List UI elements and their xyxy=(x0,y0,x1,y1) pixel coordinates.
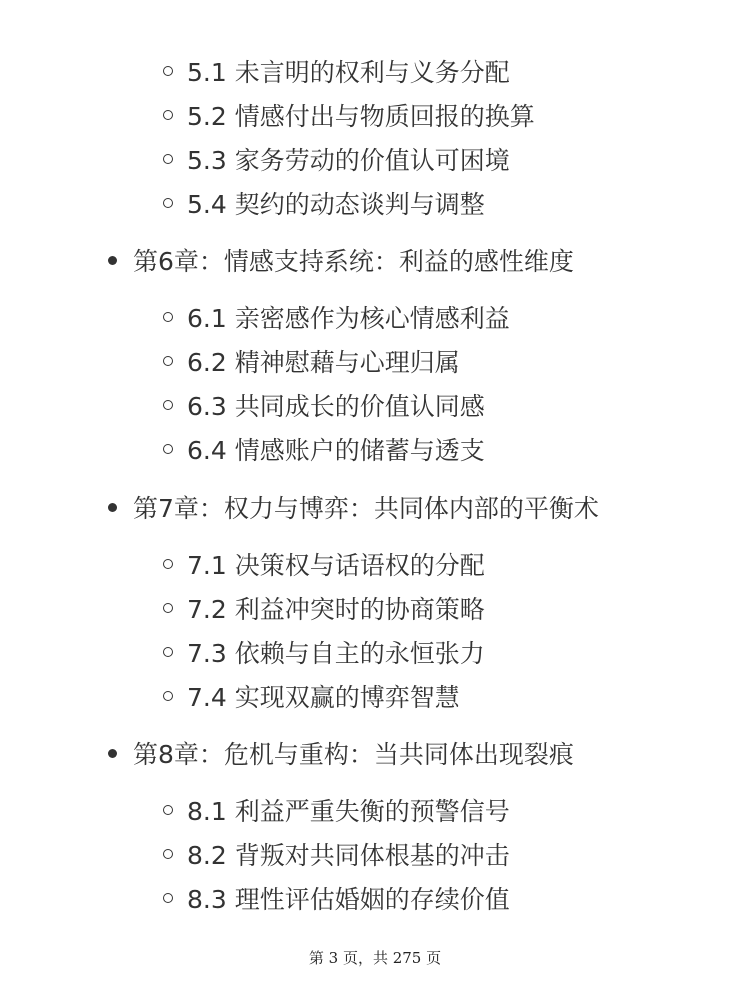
outline-subsection-5-4 xyxy=(163,183,485,223)
subsection-text: 7.3 依赖与自主的永恒张力 xyxy=(187,639,485,668)
outline-chapter-6 xyxy=(108,240,574,280)
subsection-text: 7.4 实现双赢的博弈智慧 xyxy=(187,683,460,712)
subsection-text: 6.1 亲密感作为核心情感利益 xyxy=(187,304,510,333)
hollow-bullet-icon xyxy=(163,356,173,366)
hollow-bullet-icon xyxy=(163,198,173,208)
outline-subsection-5-2 xyxy=(163,95,535,135)
filled-bullet-icon xyxy=(108,503,117,512)
outline-subsection-8-2 xyxy=(163,834,510,874)
outline-subsection-7-1 xyxy=(163,544,485,584)
subsection-text: 6.2 精神慰藉与心理归属 xyxy=(187,348,460,377)
page-number-footer: 第 3 页，共 275 页 xyxy=(308,949,442,967)
outline-subsection-8-1 xyxy=(163,790,510,830)
hollow-bullet-icon xyxy=(163,893,173,903)
subsection-text: 5.2 情感付出与物质回报的换算 xyxy=(187,102,535,131)
outline-chapter-7 xyxy=(108,487,599,527)
hollow-bullet-icon xyxy=(163,312,173,322)
subsection-text: 8.2 背叛对共同体根基的冲击 xyxy=(187,841,510,870)
chapter-text: 第7章：权力与博弈：共同体内部的平衡术 xyxy=(133,494,599,523)
subsection-text: 7.1 决策权与话语权的分配 xyxy=(187,551,485,580)
outline-subsection-6-3 xyxy=(163,385,485,425)
subsection-text: 7.2 利益冲突时的协商策略 xyxy=(187,595,485,624)
chapter-text: 第8章：危机与重构：当共同体出现裂痕 xyxy=(133,740,574,769)
outline-subsection-7-2 xyxy=(163,588,485,628)
hollow-bullet-icon xyxy=(163,400,173,410)
hollow-bullet-icon xyxy=(163,603,173,613)
subsection-text: 6.4 情感账户的储蓄与透支 xyxy=(187,436,485,465)
filled-bullet-icon xyxy=(108,749,117,758)
hollow-bullet-icon xyxy=(163,647,173,657)
outline-chapter-8 xyxy=(108,733,574,773)
subsection-text: 8.1 利益严重失衡的预警信号 xyxy=(187,797,510,826)
outline-subsection-5-1 xyxy=(163,51,510,91)
outline-subsection-7-4 xyxy=(163,676,460,716)
outline-subsection-6-1 xyxy=(163,297,510,337)
subsection-text: 6.3 共同成长的价值认同感 xyxy=(187,392,485,421)
subsection-text: 5.1 未言明的权利与义务分配 xyxy=(187,58,510,87)
subsection-text: 8.3 理性评估婚姻的存续价值 xyxy=(187,885,510,914)
outline-subsection-6-2 xyxy=(163,341,460,381)
hollow-bullet-icon xyxy=(163,154,173,164)
hollow-bullet-icon xyxy=(163,110,173,120)
outline-subsection-8-3 xyxy=(163,878,510,918)
outline-subsection-6-4 xyxy=(163,429,485,469)
outline-subsection-5-3 xyxy=(163,139,510,179)
filled-bullet-icon xyxy=(108,256,117,265)
hollow-bullet-icon xyxy=(163,559,173,569)
hollow-bullet-icon xyxy=(163,805,173,815)
hollow-bullet-icon xyxy=(163,444,173,454)
chapter-text: 第6章：情感支持系统：利益的感性维度 xyxy=(133,247,574,276)
outline-subsection-7-3 xyxy=(163,632,485,672)
hollow-bullet-icon xyxy=(163,849,173,859)
hollow-bullet-icon xyxy=(163,66,173,76)
subsection-text: 5.3 家务劳动的价值认可困境 xyxy=(187,146,510,175)
subsection-text: 5.4 契约的动态谈判与调整 xyxy=(187,190,485,219)
hollow-bullet-icon xyxy=(163,691,173,701)
